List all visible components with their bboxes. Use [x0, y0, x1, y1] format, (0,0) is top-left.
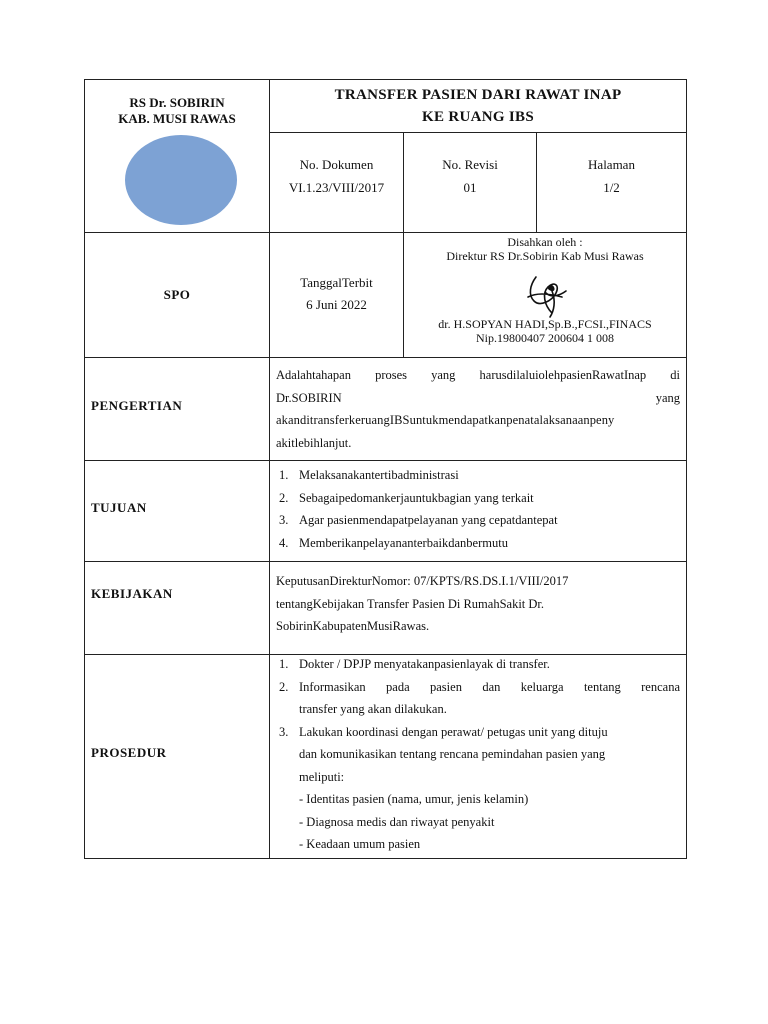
procedure-subitem: - Diagnosa medis dan riwayat penyakit [299, 814, 495, 829]
signer-nip: Nip.19800407 200604 1 008 [476, 331, 614, 345]
doc-number-value: VI.1.23/VIII/2017 [288, 180, 385, 195]
objective-item: 2. Sebagaipedomankerjauntukbagian yang terkait [279, 490, 534, 505]
objective-item: 4. Memberikanpelayananterbaikdanbermutu [279, 535, 508, 550]
page-label: Halaman [588, 157, 635, 172]
issue-date-value: 6 Juni 2022 [306, 297, 367, 312]
signer-name: dr. H.SOPYAN HADI,Sp.B.,FCSI.,FINACS [438, 317, 652, 331]
procedure-step-3: 3. Lakukan koordinasi dengan perawat/ petugas unit yang dituju dan komunikasikan tentang rencana pemindahan pasien yang meliputi: - Identitas pasien (nama, umur, jenis kelamin) - Diagnosa medis dan riwayat penyakit - Keadaan umum pasien [270, 721, 680, 856]
objective-list [270, 464, 680, 554]
objective-label-cell [84, 460, 270, 562]
definition-line-2a: Dr.SOBIRIN [276, 390, 342, 405]
procedure-subitem: - Keadaan umum pasien [299, 837, 421, 851]
objective-item: 3. Agar pasienmendapatpelayanan yang cepatdantepat [279, 513, 558, 527]
objective-item: 1. Melaksanakantertibadministrasi [279, 468, 459, 482]
issue-date-cell [269, 232, 404, 358]
page-cell [536, 132, 687, 233]
signature-icon [522, 271, 572, 319]
definition-line-4: akitlebihlanjut. [276, 435, 352, 450]
policy-label: KEBIJAKAN [91, 586, 173, 601]
page-value: 1/2 [603, 180, 620, 195]
policy-line-3: SobirinKabupatenMusiRawas. [276, 619, 430, 633]
procedure-step-1: 1. Dokter / DPJP menyatakanpasienlayak di transfer. [279, 657, 550, 671]
policy-line-1: KeputusanDirekturNomor: 07/KPTS/RS.DS.I.1/VIII/2017 [276, 574, 569, 588]
hospital-logo [125, 135, 237, 225]
procedure-label-cell [84, 654, 270, 859]
procedure-step-2: 2. Informasikan pada pasien dan keluarga tentang rencana transfer yang akan dilakukan. [279, 679, 680, 716]
policy-cell [269, 561, 687, 655]
spo-document [84, 79, 687, 859]
revision-label: No. Revisi [442, 157, 498, 172]
policy-label-cell [84, 561, 270, 655]
procedure-label: PROSEDUR [91, 745, 167, 760]
objective-label: TUJUAN [91, 500, 147, 515]
approval-cell [403, 232, 687, 358]
document-title [269, 79, 687, 133]
doc-number-cell [269, 132, 404, 233]
director-title: Direktur RS Dr.Sobirin Kab Musi Rawas [446, 249, 644, 263]
title-line-2: KE RUANG IBS [422, 109, 534, 125]
definition-cell [269, 357, 687, 461]
hospital-cell [84, 79, 270, 233]
procedure-subitem: - Identitas pasien (nama, umur, jenis kelamin) [299, 792, 529, 806]
issue-date-label: TanggalTerbit [300, 275, 373, 290]
definition-label-cell [84, 357, 270, 461]
definition-line-1: Adalahtahapan proses yang harusdilaluiolehpasienRawatInap di [276, 368, 680, 382]
definition-line-3: akanditransferkeruangIBSuntukmendapatkanpenatalaksanaanpeny [276, 413, 615, 427]
policy-line-2: tentangKebijakan Transfer Pasien Di RumahSakit Dr. [276, 596, 545, 611]
revision-cell [403, 132, 537, 233]
hospital-name: RS Dr. SOBIRIN [129, 95, 225, 110]
revision-value: 01 [463, 180, 477, 195]
hospital-region: KAB. MUSI RAWAS [118, 111, 236, 126]
doc-number-label: No. Dokumen [299, 157, 374, 172]
approved-by-label: Disahkan oleh : [507, 235, 583, 249]
title-line-1: TRANSFER PASIEN DARI RAWAT INAP [334, 87, 622, 103]
procedure-cell [269, 654, 687, 859]
objective-cell [269, 460, 687, 562]
spo-label-cell [84, 232, 270, 358]
definition-label: PENGERTIAN [91, 398, 183, 413]
spo-label: SPO [163, 287, 191, 302]
definition-line-2b: yang [655, 390, 680, 405]
